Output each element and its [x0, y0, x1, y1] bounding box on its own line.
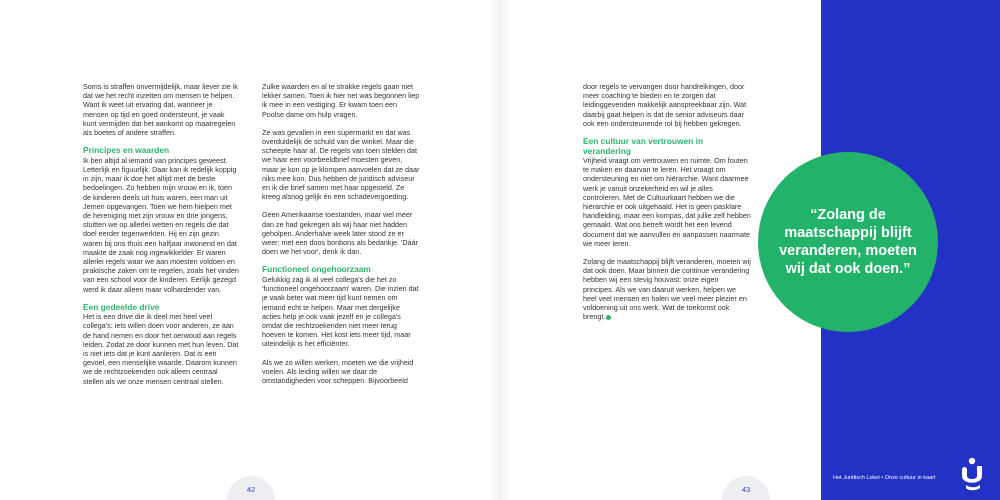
paragraph: Ze was gevallen in een supermarkt en dat was overduidelijk de schuld van die winkel. Maar die scheepte haar af. De regels van toen stelden dat we haar een voorbeeldbrief moesten geven, maar je kon op je klompen aanvoelen dat ze daar niks mee kon. Dus hebben de juridisch adviseur en ik die brief samen met haar opgesteld. Ze kreeg alsnog gelijk én een schadevergoeding. [262, 127, 420, 202]
paragraph: Gelukkig zag ik al veel collega's die het zo 'functioneel ongehoorzaam' waren. Die inzien dat je vaak beter wat meer tijd kunt nemen om iemand echt te helpen. Maar met dergelijke acties help je ook vaak jezelf en je collega's omdat die rechtzoekenden niet meer terug hoeven te komen. Het kost iets meer tijd, maar uiteindelijk is het efficiënter. [262, 274, 419, 349]
paragraph-text: Zolang de maatschappij blijft veranderen, moeten wij dat ook doen. Maar binnen die continue verandering hebben wij een stevig houvast: onze eigen principes. Als we van daaruit werken, helpen we heel veel mensen en halen we veel meer plezier en voldoening uit ons werk. Wat de toekomst ook brengt. [583, 257, 751, 322]
paragraph: Geen Amerikaanse toestanden, maar wel meer dan ze had gekregen als wij haar niet hadden geholpen. Anderhalve week later stond ze er weer: met een doos bonbons als bedankje. 'Dáár doen we het voor', denk ik dan. [262, 210, 419, 257]
paragraph: door regels te vervangen door handreikingen, door meer coaching te bieden en te zorgen dat leidinggevenden makkelijk aanspreekbaar zijn. Wat daarbij gaat helpen is dat de senior adviseurs daar ook een ondersteunende rol bij hebben gekregen. [583, 82, 747, 128]
section-heading: Een cultuur van vertrouwen in verandering [583, 136, 704, 156]
page-number-left: 42 [246, 485, 256, 494]
paragraph-with-end-mark [583, 257, 751, 321]
section-heading: Een gedeelde drive [83, 301, 160, 312]
paragraph: Als we zo willen werken, moeten we die vrijheid voelen. Als leiding willen we daar de omstandigheden voor scheppen. Bijvoorbeeld [262, 357, 414, 385]
paragraph: Soms is straffen onvermijdelijk, maar liever zie ik dat we het recht inzetten om mensen te helpen. Want ik weet uit ervaring dat, wanneer je mensen op tijd en goed ondersteunt, je vaak kunt vermijden dat het aankomt op maatregelen als boetes of andere straffen. [83, 82, 238, 138]
juridisch-loket-logo-icon [958, 457, 986, 491]
pull-quote: “Zolang de maatschappij blijft veranderen, moeten wij dat ook doen.” [779, 207, 917, 277]
paragraph: Vrijheid vraagt om vertrouwen en ruimte. Om fouten te maken en daarvan te leren. Het vraagt om ondersteuning en niet om hiërarchie. Want daarmee werk je vanuit onzekerheid en wil je alles controleren. Met de Cultuurkaart hebben we die hiërarchie er ook uitgehaald. Het is geen pasklare handleiding, maar een kompas, dat jullie zelf hebben gemaakt. Wat ons betreft wordt het een levend document dat we aanvullen en aanpassen naarmate we meer leren. [583, 156, 751, 248]
paragraph: Zulke waarden en al te strakke regels gaan niet lekker samen. Toen ik hier net was begonnen liep ik mee in een vestiging. Er kwam toen een Poolse dame om hulp vragen. [262, 82, 420, 119]
paragraph: Ik ben altijd al iemand van principes geweest. Letterlijk en figuurlijk. Daar kan ik redelijk koppig in zijn, maar ik doe het altijd met de beste bedoelingen. Zo hebben mijn vrouw en ik, toen de kinderen deels uit huis waren, een man uit Jemen opgevangen. Toen we hem hielpen met de hereniging met zijn vrouw en drie jongens, stuitten we op allerlei wetten en regels die dat doel eerder tegenwerkten. Hij en zijn gezin waren bij ons thuis een halfjaar inwonend en dat maakte de zaak nog ingewikkelder. Er waren allerlei regels waar we aan moesten voldoen en praktische zaken om te regelen, zoals het vinden van een school voor de kinderen. Eerlijk gezegd werd ik daar alleen maar volhardender van. [83, 155, 239, 294]
page-number-right: 43 [741, 485, 751, 494]
right-page-column [583, 82, 751, 330]
pull-quote-circle [758, 152, 938, 332]
section-heading: Functioneel ongehoorzaam [262, 264, 371, 275]
footer-text: Het Juridisch Loket • Onze cultuur in kaart [833, 475, 936, 481]
end-mark-icon [606, 315, 611, 320]
paragraph: Het is een drive die ik deel met heel veel collega's: iets willen doen voor anderen, ze aan de hand nemen en door het oerwoud aan regels leiden. Zodat ze door kunnen met hun leven. Dat is niet iets dat je kunt aanleren. Dat is een gevoel, een menselijke waarde. Daarom kunnen we de rechtzoekenden ook alleen centraal stellen als we onze mensen centraal stellen. [83, 312, 239, 386]
left-page-column-1 [83, 82, 239, 395]
section-heading: Principes en waarden [83, 145, 170, 156]
left-page-column-2 [262, 82, 420, 394]
book-gutter [490, 0, 510, 500]
